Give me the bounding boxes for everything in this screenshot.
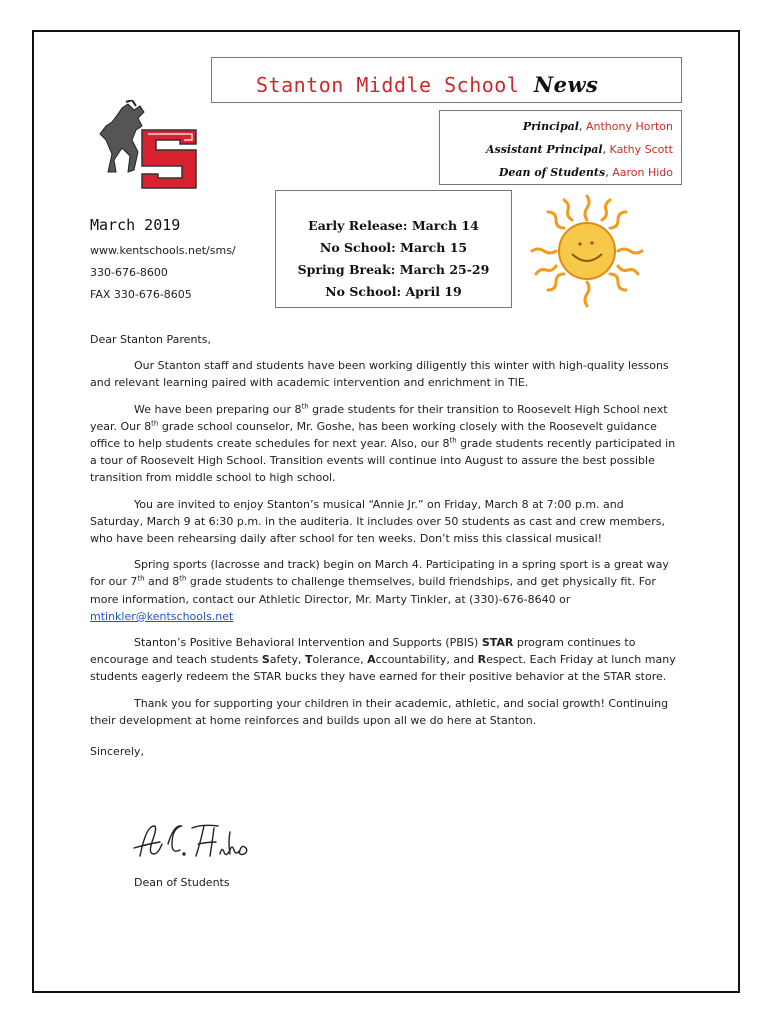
staff-name: Anthony Horton	[585, 120, 673, 133]
issue-month: March 2019	[90, 216, 181, 234]
paragraph-thanks: Thank you for supporting your children in their academic, athletic, and social growth! Continuing their development at home reinforces and builds upon all we do here at Stanton.	[90, 696, 669, 727]
staff-role: Dean of Students	[498, 166, 606, 179]
smiling-sun-icon	[528, 192, 646, 310]
letter-bold: S	[261, 653, 270, 667]
staff-assistant-principal: Assistant Principal, Kathy Scott	[486, 143, 673, 156]
staff-name: Aaron Hido	[612, 166, 673, 179]
text-run: Spring sports (lacrosse and track) begin on March 4. Participating in a spring sport is a great way for our 7	[90, 558, 669, 589]
superscript: th	[301, 401, 309, 410]
date-item: Spring Break: March 25-29	[297, 262, 490, 277]
letter-bold: T	[304, 653, 313, 667]
fax-text: FAX 330-676-8605	[90, 288, 192, 301]
text-run: olerance,	[312, 653, 368, 667]
paragraph-pbis	[90, 634, 680, 686]
letter-body	[90, 331, 680, 769]
text-run: afety,	[269, 653, 305, 667]
text-run: grade school counselor, Mr. Goshe, has been working closely with the Roosevelt guidance office to help students create schedules for next year. Also, our 8	[90, 419, 657, 451]
text-run: Stanton’s Positive Behavioral Intervention and Supports (PBIS)	[134, 636, 482, 650]
newsletter-title-box	[211, 57, 682, 103]
staff-list	[439, 110, 682, 185]
text-run: We have been preparing our 8	[134, 402, 302, 416]
star-bold: STAR	[481, 636, 514, 650]
school-name: Stanton Middle School	[256, 73, 520, 97]
signer-role: Dean of Students	[134, 876, 230, 889]
letter-bold: A	[367, 653, 376, 667]
superscript: th	[179, 574, 187, 583]
newsletter-title	[256, 72, 598, 97]
greeting: Dear Stanton Parents,	[90, 333, 211, 346]
email-link[interactable]: mtinkler@kentschools.net	[90, 609, 234, 623]
text-run: and 8	[144, 575, 180, 589]
superscript: th	[449, 436, 457, 445]
text-run: ccountability, and	[375, 653, 478, 667]
date-item: No School: April 19	[325, 284, 462, 299]
paragraph-transition	[90, 401, 680, 487]
phone-text: 330-676-8600	[90, 266, 168, 279]
text-run: program continues to encourage and teach students	[90, 636, 636, 667]
stanton-logo-icon	[92, 100, 204, 192]
date-item: Early Release: March 14	[308, 218, 479, 233]
staff-role: Principal	[522, 120, 579, 133]
date-item: No School: March 15	[319, 240, 468, 255]
letter-bold: R	[477, 653, 487, 667]
paragraph-lessons: Our Stanton staff and students have been working diligently this winter with high-quality lessons and relevant learning paired with academic intervention and enrichment in TIE.	[90, 359, 669, 390]
closing: Sincerely,	[90, 745, 144, 759]
superscript: th	[137, 574, 145, 583]
paragraph-musical: You are invited to enjoy Stanton’s musical “Annie Jr.” on Friday, March 8 at 7:00 p.m. and Saturday, March 9 at 6:30 p.m. in the auditeria. It includes over 50 students as cast and crew members, who have been rehearsing daily after school for ten weeks. Don’t miss this classical musical!	[90, 497, 665, 546]
staff-principal: Principal, Anthony Horton	[522, 120, 673, 133]
text-run: grade students for their transition to Roosevelt High School next year. Our 8	[90, 402, 668, 433]
staff-dean: Dean of Students, Aaron Hido	[498, 166, 673, 179]
news-label: News	[533, 72, 599, 97]
text-run: grade students to challenge themselves, build friendships, and get physically fit. For more information, contact our Athletic Director, Mr. Marty Tinkler, at (330)-676-8640 or	[90, 575, 656, 606]
text-run: grade students recently participated in a tour of Roosevelt High School. Transition events will continue into August to assure the best possible transition from middle school to high school.	[90, 437, 676, 485]
website-text: www.kentschools.net/sms/	[90, 244, 236, 257]
text-run: espect. Each Friday at lunch many students eagerly redeem the STAR bucks they have earned for their positive behavior at the STAR store.	[90, 653, 676, 684]
important-dates-box	[275, 190, 512, 308]
contact-info	[90, 216, 236, 306]
signature-image	[130, 818, 270, 868]
staff-role: Assistant Principal	[486, 143, 603, 156]
staff-name: Kathy Scott	[609, 143, 673, 156]
paragraph-sports	[90, 556, 680, 625]
superscript: th	[151, 419, 159, 428]
